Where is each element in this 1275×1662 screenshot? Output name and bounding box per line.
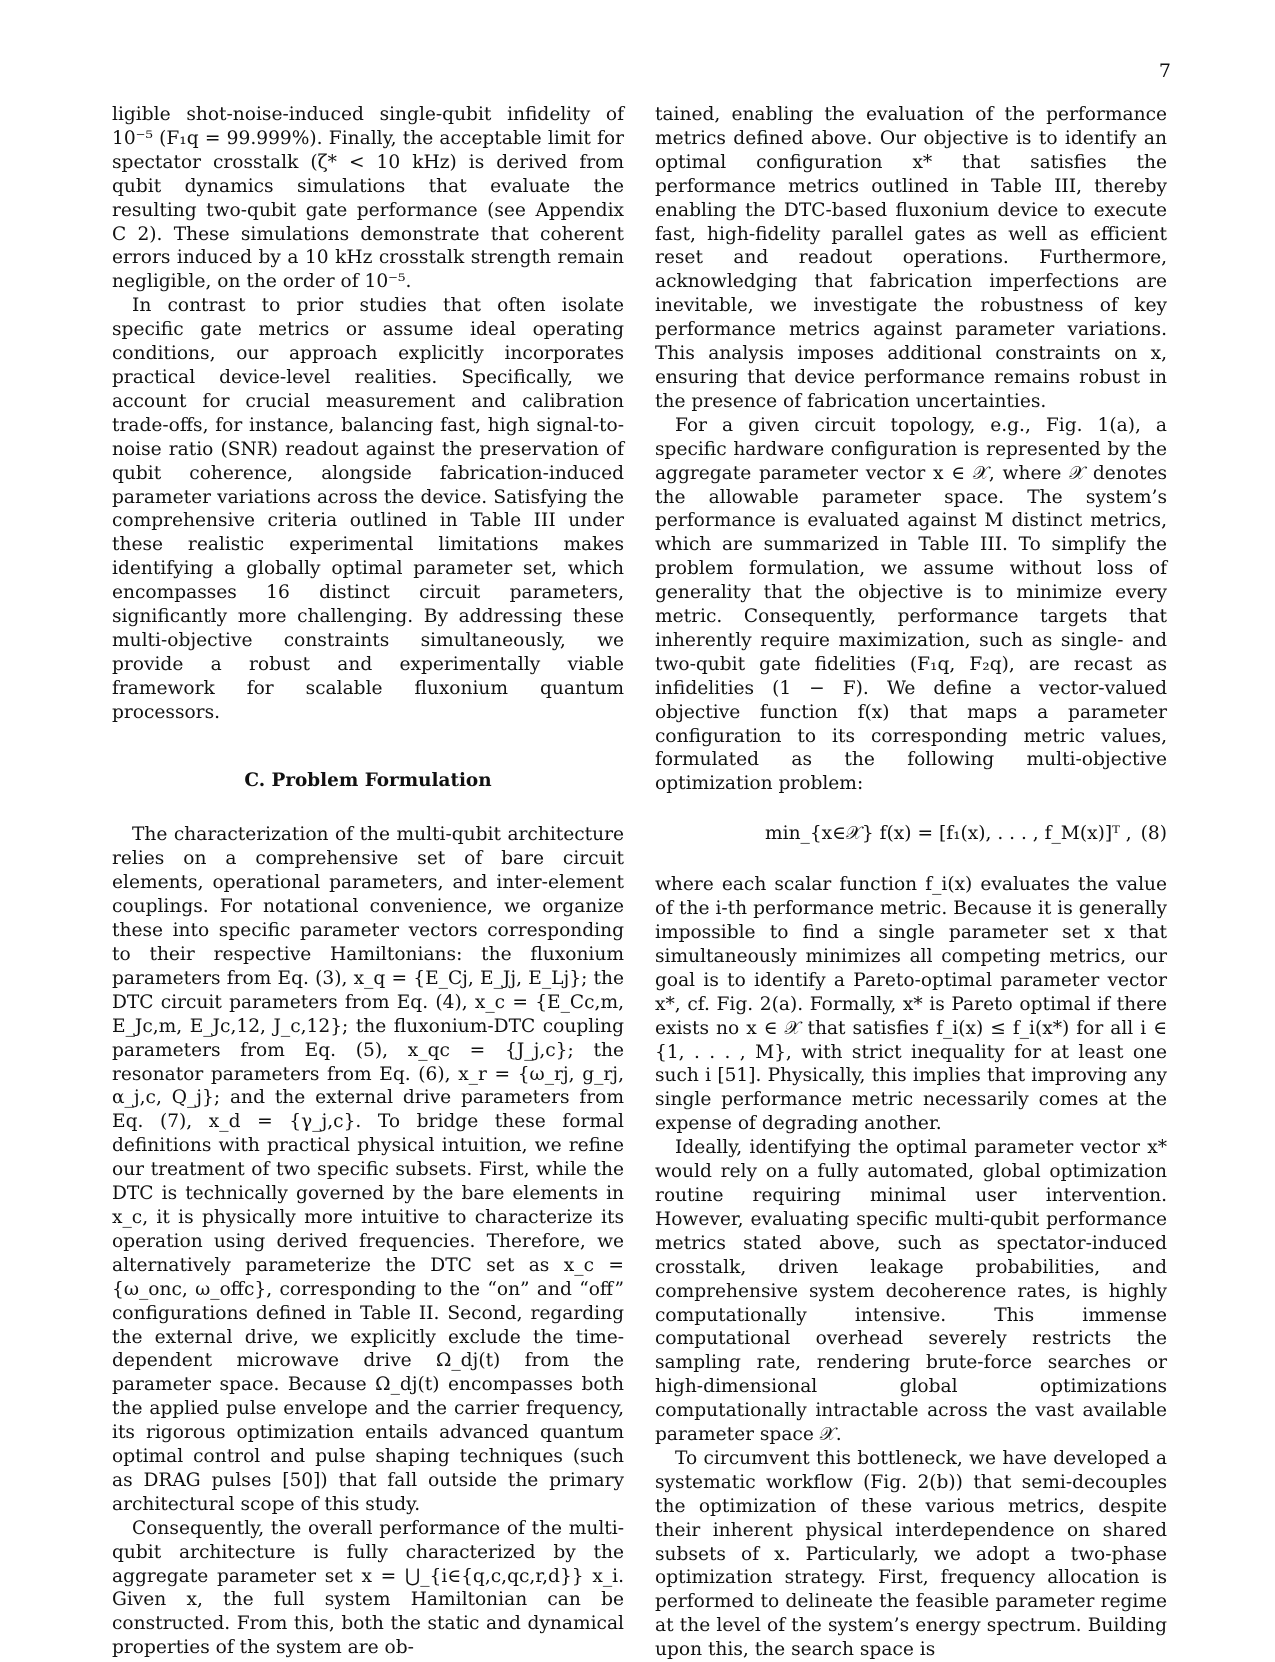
paragraph-characterization: The characterization of the multi-qubit architecture relies on a comprehensive set of bare circuit elements, operational parameters, and inter-element couplings. For notational convenience, we organize these into specific parameter vectors corresponding to their respective Hamiltonians: the fluxonium parameters from Eq. (3), x_q = {E_Cj, E_Jj, E_Lj}; the DTC circuit parameters from Eq. (4), x_c = {E_Cc,m, E_Jc,m, E_Jc,12, J_c,12}; the fluxonium-DTC coupling parameters from Eq. (5), x_qc = {J_j,c}; the resonator parameters from Eq. (6), x_r = {ω_rj, g_rj, α_j,c, Q_j}; and the external drive parameters from Eq. (7), x_d = {γ_j,c}. To bridge these formal definitions with practical physical intuition, we refine our treatment of two specific subsets. First, while the DTC is technically governed by the bare elements in x_c, it is physically more intuitive to characterize its operation using derived frequencies. Therefore, we alternatively parameterize the DTC set as x_c = {ω_onc, ω_offc}, corresponding to the “on” and “off” configurations defined in Table II. Second, regarding the external drive, we explicitly exclude the time-dependent microwave drive Ω_dj(t) from the parameter space. Because Ω_dj(t) encompasses both the applied pulse envelope and the carrier frequency, its rigorous optimization entails advanced quantum optimal control and pulse shaping techniques (such as DRAG pulses [50]) that fall outside the primary architectural scope of this study. (112, 824, 624, 1515)
section-heading-problem-formulation: C. Problem Formulation (244, 769, 492, 791)
paragraph-prior-studies: In contrast to prior studies that often isolate specific gate metrics or assume ideal operating conditions, our approach explicitly incorporates practical device-level realities. Specifically, we account for crucial measurement and calibration trade-offs, for instance, balancing fast, high signal-to-noise ratio (SNR) readout against the preservation of qubit coherence, alongside fabrication-induced parameter variations across the device. Satisfying the comprehensive criteria outlined in Table III under these realistic experimental limitations makes identifying a globally optimal parameter set, which encompasses 16 distinct circuit parameters, significantly more challenging. By addressing these multi-objective constraints simultaneously, we provide a robust and experimentally viable framework for scalable fluxonium quantum processors. (112, 295, 624, 723)
paragraph-scalar-function: where each scalar function f_i(x) evaluates the value of the i-th performance metric. Because it is generally impossible to find a single parameter set x that simultaneously minimizes all competing metrics, our goal is to identify a Pareto-optimal parameter vector x*, cf. Fig. 2(a). Formally, x* is Pareto optimal if there exists no x ∈ 𝒳 that satisfies f_i(x) ≤ f_i(x*) for all i ∈ {1, . . . , M}, with strict inequality for at least one such i [51]. Physically, this implies that improving any single performance metric necessarily comes at the expense of degrading another. (655, 874, 1167, 1135)
paragraph-tained: tained, enabling the evaluation of the performance metrics defined above. Our objective is to identify an optimal configuration x* that satisfies the performance metrics outlined in Table III, thereby enabling the DTC-based fluxonium device to execute fast, high-fidelity parallel gates as well as efficient reset and readout operations. Furthermore, acknowledging that fabrication imperfections are inevitable, we investigate the robustness of key performance metrics against parameter variations. This analysis imposes additional constraints on x, ensuring that device performance remains robust in the presence of fabrication uncertainties. (655, 104, 1167, 412)
left-column (112, 103, 624, 1660)
paragraph-circuit-topology: For a given circuit topology, e.g., Fig. 1(a), a specific hardware configuration is represented by the aggregate parameter vector x ∈ 𝒳, where 𝒳 denotes the allowable parameter space. The system’s performance is evaluated against M distinct metrics, which are summarized in Table III. To simplify the problem formulation, we assume without loss of generality that the objective is to minimize every metric. Consequently, performance targets that inherently require maximization, such as single- and two-qubit gate fidelities (F₁q, F₂q), are recast as infidelities (1 − F). We define a vector-valued objective function f(x) that maps a parameter configuration to its corresponding metric values, formulated as the following multi-objective optimization problem: (655, 414, 1167, 795)
equation-8 (655, 822, 1167, 846)
page-number: 7 (1158, 60, 1171, 82)
right-column (655, 103, 1167, 1662)
paragraph-shot-noise: ligible shot-noise-induced single-qubit infidelity of 10⁻⁵ (F₁q = 99.999%). Finally, the acceptable limit for spectator crosstalk (ζ* < 10 kHz) is derived from qubit dynamics simulations that evaluate the resulting two-qubit gate performance (see Appendix C 2). These simulations demonstrate that coherent errors induced by a 10 kHz crosstalk strength remain negligible, on the order of 10⁻⁵. (112, 104, 624, 293)
paragraph-circumvent: To circumvent this bottleneck, we have developed a systematic workflow (Fig. 2(b)) that semi-decouples the optimization of these various metrics, despite their inherent physical interdependence on shared subsets of x. Particularly, we adopt a two-phase optimization strategy. First, frequency allocation is performed to delineate the feasible parameter regime at the level of the system’s energy spectrum. Building upon this, the search space is (655, 1447, 1167, 1661)
equation-number: (8) (1140, 823, 1167, 845)
paragraph-consequently: Consequently, the overall performance of the multi-qubit architecture is fully characterized by the aggregate parameter set x = ⋃_{i∈{q,c,qc,r,d}} x_i. Given x, the full system Hamiltonian can be constructed. From this, both the static and dynamical properties of the system are ob- (112, 1517, 624, 1659)
paragraph-ideally: Ideally, identifying the optimal parameter vector x* would rely on a fully automated, global optimization routine requiring minimal user intervention. However, evaluating specific multi-qubit performance metrics stated above, such as spectator-induced crosstalk, driven leakage probabilities, and comprehensive system decoherence rates, is highly computationally intensive. This immense computational overhead severely restricts the sampling rate, rendering brute-force searches or high-dimensional global optimizations computationally intractable across the vast available parameter space 𝒳. (655, 1137, 1167, 1446)
equation-body: min_{x∈𝒳} f(x) = [f₁(x), . . . , f_M(x)]ᵀ , (765, 823, 1132, 845)
